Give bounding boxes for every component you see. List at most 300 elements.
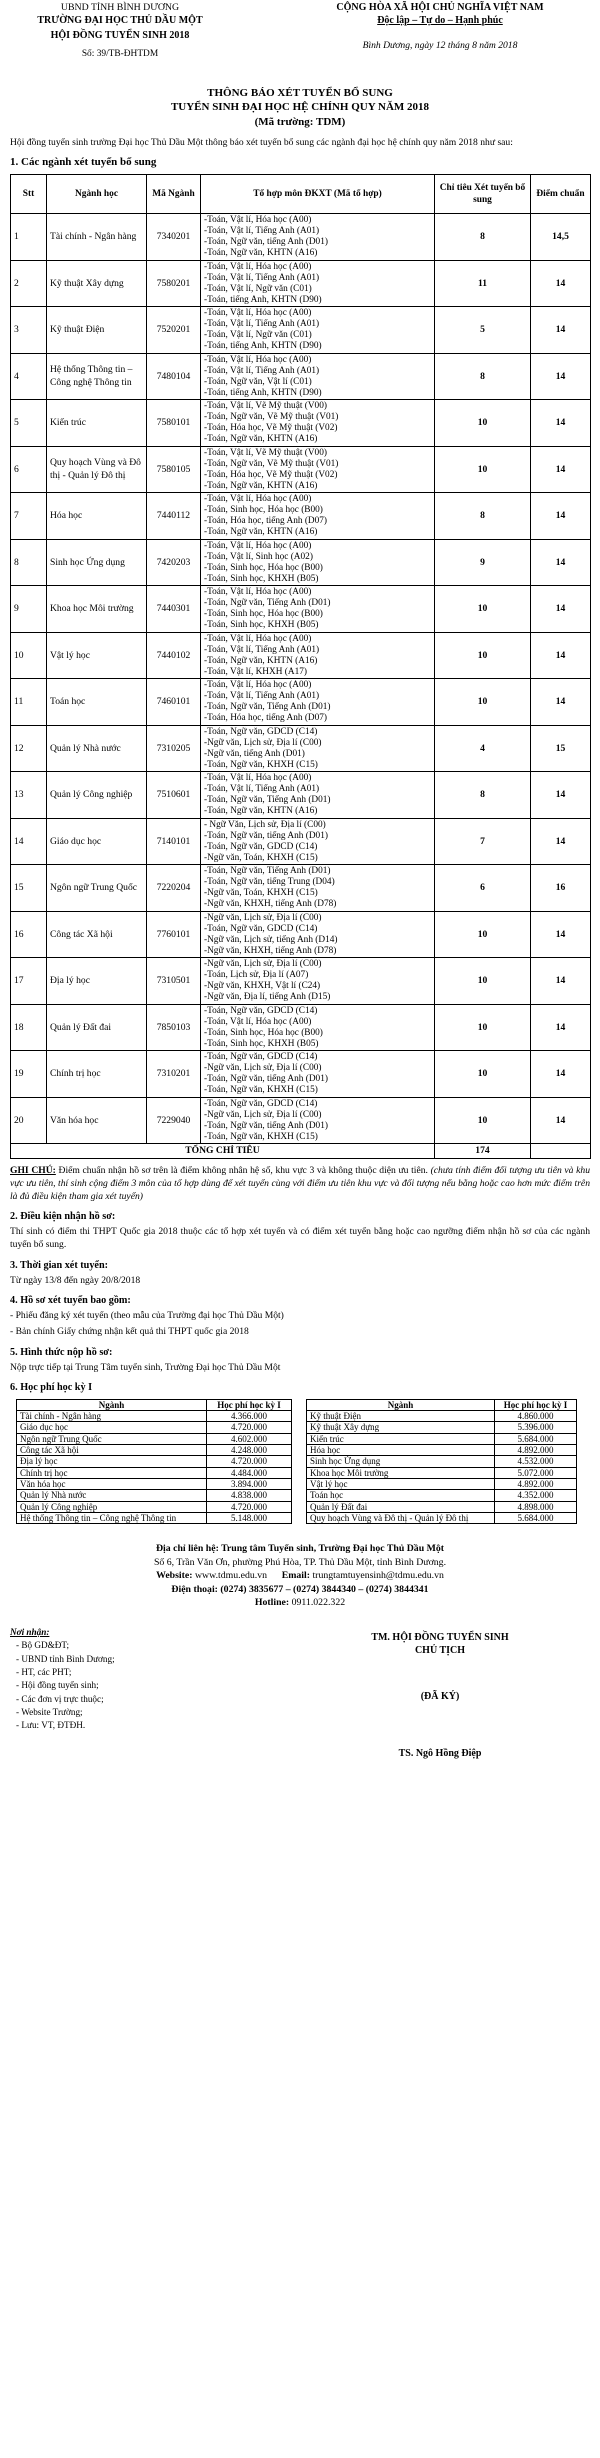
combo-line: -Toán, Ngữ văn, KHTN (A16)	[204, 248, 318, 259]
cell-score: 15	[531, 725, 591, 772]
combo-line: -Toán, Ngữ văn, KHTN (A16)	[204, 434, 318, 445]
combo-line: - Ngữ Văn, Lịch sử, Địa lí (C00)	[204, 819, 326, 830]
combo-line: -Toán, Vật lí, Hóa học (A00)	[204, 215, 312, 226]
cell-quota: 10	[435, 911, 531, 958]
combo-line: -Toán, Ngữ văn, KHTN (A16)	[204, 527, 318, 538]
fee-amount: 4.892.000	[495, 1478, 577, 1489]
combo-line: -Toán, tiếng Anh, KHTN (D90)	[204, 387, 322, 398]
signature-name: TS. Ngô Hồng Điệp	[398, 1748, 482, 1760]
combo-line: -Toán, Ngữ văn, KHXH (C15)	[204, 759, 318, 770]
email-label: Email:	[281, 1570, 311, 1582]
cell-score: 16	[531, 865, 591, 912]
cell-major: Văn hóa học	[47, 1097, 147, 1144]
cell-combos	[201, 632, 435, 679]
cell-stt: 4	[11, 353, 47, 400]
combo-line: -Ngữ văn, Lịch sử, Địa lí (C00)	[204, 959, 322, 970]
table-row	[11, 446, 591, 493]
fee-row	[307, 1433, 577, 1444]
cell-stt: 7	[11, 493, 47, 540]
cell-major: Địa lý học	[47, 958, 147, 1005]
cell-code: 7220204	[147, 865, 201, 912]
title-line-2: TUYỂN SINH ĐẠI HỌC HỆ CHÍNH QUY NĂM 2018	[170, 101, 430, 114]
cell-combos	[201, 1051, 435, 1098]
note-italic: (chưa tính điểm đối tượng ưu tiên và khu vực ưu tiên, thí sinh cộng điểm 3 môn của tổ hợp dùng để xét tuyển cùng với điểm ưu tiên khu vực và đối tượng nếu bằng hoặc cao hơn mức điểm trên là đủ điều kiện tham gia xét tuyển)	[10, 1165, 590, 1202]
combo-line: -Toán, Ngữ văn, KHXH (C15)	[204, 1131, 318, 1142]
recipients-list	[10, 1639, 260, 1732]
fees-right-col-name: Ngành	[307, 1399, 495, 1410]
cell-stt: 10	[11, 632, 47, 679]
cell-combos	[201, 214, 435, 261]
issuer-council: HỘI ĐỒNG TUYỂN SINH 2018	[50, 30, 190, 42]
cell-stt: 20	[11, 1097, 47, 1144]
document-page	[10, 0, 590, 1761]
fee-major: Khoa học Môi trường	[307, 1467, 495, 1478]
doc-number: Số: 39/TB-ĐHTDM	[81, 49, 159, 60]
fee-amount: 4.484.000	[207, 1467, 292, 1478]
cell-score: 14	[531, 400, 591, 447]
fee-amount: 4.898.000	[495, 1501, 577, 1512]
combo-line: -Ngữ văn, Lịch sử, Địa lí (C00)	[204, 737, 322, 748]
cell-score: 14	[531, 818, 591, 865]
date-line: Bình Dương, ngày 12 tháng 8 năm 2018	[362, 39, 518, 51]
fee-amount: 4.720.000	[207, 1501, 292, 1512]
cell-quota: 10	[435, 1004, 531, 1051]
fee-amount: 4.352.000	[495, 1490, 577, 1501]
combo-line: -Toán, Vật lí, Tiếng Anh (A01)	[204, 784, 320, 795]
combo-line: -Toán, Sinh học, KHXH (B05)	[204, 620, 319, 631]
fee-row	[307, 1422, 577, 1433]
cell-score: 14	[531, 446, 591, 493]
combo-line: -Toán, Vật lí, Hóa học (A00)	[204, 308, 312, 319]
cell-combos	[201, 818, 435, 865]
fee-amount: 5.148.000	[207, 1512, 292, 1523]
fee-row	[307, 1478, 577, 1489]
fee-major: Hóa học	[307, 1444, 495, 1455]
cell-score: 14	[531, 911, 591, 958]
combo-line: -Ngữ văn, Toán, KHXH (C15)	[204, 888, 318, 899]
fee-row	[17, 1422, 292, 1433]
section-2-title: 2. Điều kiện nhận hồ sơ:	[10, 1211, 116, 1223]
cell-quota: 9	[435, 539, 531, 586]
fee-row	[307, 1490, 577, 1501]
fee-amount: 4.248.000	[207, 1444, 292, 1455]
table-row	[11, 539, 591, 586]
table-row	[11, 958, 591, 1005]
total-value: 174	[435, 1144, 531, 1159]
recipient-item: - Hội đồng tuyển sinh;	[16, 1680, 99, 1691]
fee-major: Giáo dục học	[17, 1422, 207, 1433]
cell-major: Quy hoạch Vùng và Đô thị - Quản lý Đô thị	[47, 446, 147, 493]
cell-code: 7520201	[147, 307, 201, 354]
fee-amount: 4.602.000	[207, 1433, 292, 1444]
combo-line: -Toán, Vật lí, Hóa học (A00)	[204, 540, 312, 551]
title-line-3: (Mã trường: TDM)	[254, 115, 346, 128]
cell-combos	[201, 446, 435, 493]
fees-left-col-name: Ngành	[17, 1399, 207, 1410]
fee-major: Kỹ thuật Xây dựng	[307, 1422, 495, 1433]
combo-line: -Toán, Ngữ văn, tiếng Anh (D01)	[204, 237, 328, 248]
fee-amount: 5.684.000	[495, 1433, 577, 1444]
total-label: TỔNG CHỈ TIÊU	[11, 1144, 435, 1159]
contact-hotline	[10, 1596, 590, 1610]
national-motto-block	[290, 2, 590, 60]
signature-block	[290, 1626, 590, 1761]
signature-signed: (ĐÃ KÝ)	[420, 1691, 460, 1703]
fee-major: Địa lý học	[17, 1456, 207, 1467]
cell-stt: 1	[11, 214, 47, 261]
document-footer	[10, 1626, 590, 1761]
cell-combos	[201, 493, 435, 540]
cell-combos	[201, 725, 435, 772]
fees-table-right	[306, 1399, 577, 1525]
fee-major: Văn hóa học	[17, 1478, 207, 1489]
combo-line: -Ngữ văn, Toán, KHXH (C15)	[204, 852, 318, 863]
combo-line: -Toán, Ngữ văn, GDCD (C14)	[204, 726, 318, 737]
combo-line: -Toán, Vật lí, Hóa học (A00)	[204, 633, 312, 644]
table-row	[11, 725, 591, 772]
fee-major: Kỹ thuật Điện	[307, 1410, 495, 1421]
table-row	[11, 493, 591, 540]
fee-major: Tài chính - Ngân hàng	[17, 1410, 207, 1421]
combo-line: -Toán, Vật lí, Tiếng Anh (A01)	[204, 226, 320, 237]
fee-row	[17, 1433, 292, 1444]
cell-quota: 10	[435, 586, 531, 633]
cell-score: 14	[531, 307, 591, 354]
fee-row	[17, 1501, 292, 1512]
combo-line: -Toán, Vật lí, Hóa học (A00)	[204, 354, 312, 365]
cell-code: 7440301	[147, 586, 201, 633]
section-5-title: 5. Hình thức nộp hồ sơ:	[10, 1346, 113, 1358]
combo-line: -Toán, Vật lí, Tiếng Anh (A01)	[204, 319, 320, 330]
combo-line: -Ngữ văn, KHXH, tiếng Anh (D78)	[204, 899, 337, 910]
cell-stt: 3	[11, 307, 47, 354]
table-row	[11, 214, 591, 261]
section-4-line-1: - Phiếu đăng ký xét tuyển (theo mẫu của Trường đại học Thủ Dầu Một)	[10, 1310, 284, 1322]
note-text: Điểm chuẩn nhận hồ sơ trên là điểm không nhân hệ số, khu vực 3 và không thuộc diện ưu tiên.	[55, 1165, 431, 1177]
cell-score: 14	[531, 1097, 591, 1144]
recipient-item: - Lưu: VT, ĐTĐH.	[16, 1720, 86, 1731]
cell-major: Ngôn ngữ Trung Quốc	[47, 865, 147, 912]
combo-line: -Toán, Ngữ văn, tiếng Anh (D01)	[204, 1120, 328, 1131]
cell-major: Quản lý Nhà nước	[47, 725, 147, 772]
cell-major: Chính trị học	[47, 1051, 147, 1098]
combo-line: -Toán, Sinh học, KHXH (B05)	[204, 573, 319, 584]
cell-stt: 11	[11, 679, 47, 726]
fee-row	[17, 1456, 292, 1467]
fees-table-left	[16, 1399, 292, 1525]
cell-combos	[201, 865, 435, 912]
cell-code: 7580101	[147, 400, 201, 447]
fee-row	[307, 1456, 577, 1467]
combo-line: -Toán, Ngữ văn, KHXH (C15)	[204, 1085, 318, 1096]
combo-line: -Toán, Vật lí, Tiếng Anh (A01)	[204, 365, 320, 376]
combo-line: -Toán, Sinh học, Hóa học (B00)	[204, 1027, 323, 1038]
cell-quota: 8	[435, 772, 531, 819]
contact-web-email	[10, 1569, 590, 1583]
cell-stt: 2	[11, 260, 47, 307]
majors-table-header	[11, 175, 591, 214]
combo-line: -Toán, Vật lí, Tiếng Anh (A01)	[204, 272, 320, 283]
cell-code: 7580201	[147, 260, 201, 307]
cell-code: 7460101	[147, 679, 201, 726]
cell-major: Quản lý Công nghiệp	[47, 772, 147, 819]
combo-line: -Toán, Vật lí, Vẽ Mỹ thuật (V00)	[204, 401, 327, 412]
note-paragraph	[10, 1165, 590, 1203]
table-row	[11, 307, 591, 354]
fee-row	[17, 1444, 292, 1455]
combo-line: -Toán, Ngữ văn, GDCD (C14)	[204, 1052, 318, 1063]
col-quota: Chỉ tiêu Xét tuyển bổ sung	[435, 175, 531, 214]
combo-line: -Toán, Ngữ văn, Tiếng Anh (D01)	[204, 866, 331, 877]
cell-code: 7140101	[147, 818, 201, 865]
combo-line: -Toán, Sinh học, Hóa học (B00)	[204, 562, 323, 573]
cell-score: 14	[531, 1004, 591, 1051]
col-stt: Stt	[11, 175, 47, 214]
cell-quota: 10	[435, 679, 531, 726]
country-name: CỘNG HÒA XÃ HỘI CHỦ NGHĨA VIỆT NAM	[336, 2, 544, 13]
fee-major: Quản lý Nhà nước	[17, 1490, 207, 1501]
fee-row	[307, 1512, 577, 1523]
fee-major: Toán học	[307, 1490, 495, 1501]
document-header	[10, 2, 590, 60]
fee-row	[307, 1444, 577, 1455]
col-score: Điểm chuẩn	[531, 175, 591, 214]
motto: Độc lập – Tự do – Hạnh phúc	[377, 14, 503, 26]
cell-stt: 14	[11, 818, 47, 865]
cell-code: 7340201	[147, 214, 201, 261]
cell-quota: 8	[435, 493, 531, 540]
combo-line: -Ngữ văn, Lịch sử, tiếng Anh (D14)	[204, 934, 338, 945]
hotline-label: Hotline:	[254, 1597, 290, 1609]
majors-table	[10, 174, 591, 1159]
combo-line: -Ngữ văn, tiếng Anh (D01)	[204, 748, 305, 759]
fee-major: Công tác Xã hội	[17, 1444, 207, 1455]
table-row	[11, 865, 591, 912]
phone-label: Điện thoại:	[171, 1583, 218, 1595]
cell-major: Quản lý Đất đai	[47, 1004, 147, 1051]
cell-quota: 11	[435, 260, 531, 307]
combo-line: -Ngữ văn, KHXH, Vật lí (C24)	[204, 981, 321, 992]
fee-amount: 3.894.000	[207, 1478, 292, 1489]
combo-line: -Toán, Vật lí, Tiếng Anh (A01)	[204, 644, 320, 655]
table-row	[11, 818, 591, 865]
recipients-title: Nơi nhận:	[10, 1626, 50, 1637]
combo-line: -Toán, Hóa học, Vẽ Mỹ thuật (V02)	[204, 423, 338, 434]
fee-amount: 5.396.000	[495, 1422, 577, 1433]
cell-score: 14	[531, 679, 591, 726]
cell-combos	[201, 958, 435, 1005]
cell-major: Khoa học Môi trường	[47, 586, 147, 633]
cell-combos	[201, 1097, 435, 1144]
contact-address: Số 6, Trần Văn Ơn, phường Phú Hòa, TP. Thủ Dầu Một, tỉnh Bình Dương.	[153, 1556, 447, 1568]
cell-stt: 15	[11, 865, 47, 912]
cell-quota: 10	[435, 1097, 531, 1144]
cell-score: 14	[531, 586, 591, 633]
cell-quota: 6	[435, 865, 531, 912]
recipient-item: - Bộ GD&ĐT;	[16, 1640, 70, 1651]
cell-stt: 13	[11, 772, 47, 819]
cell-major: Kiến trúc	[47, 400, 147, 447]
fee-amount: 4.860.000	[495, 1410, 577, 1421]
section-2-text: Thí sinh có điểm thi THPT Quốc gia 2018 thuộc các tổ hợp xét tuyển và có điểm xét tuyển bằng hoặc cao ngưỡng điểm nhận hồ sơ của các ngành tuyển bổ sung.	[10, 1226, 590, 1251]
fee-major: Quản lý Đất đai	[307, 1501, 495, 1512]
phone-value: (0274) 3835677 – (0274) 3844340 – (0274) 3844341	[217, 1583, 429, 1595]
combo-line: -Toán, Sinh học, Hóa học (B00)	[204, 505, 323, 516]
table-row	[11, 260, 591, 307]
issuer-name: TRƯỜNG ĐẠI HỌC THỦ DẦU MỘT	[37, 14, 203, 26]
majors-table-body	[11, 214, 591, 1144]
cell-stt: 9	[11, 586, 47, 633]
cell-stt: 8	[11, 539, 47, 586]
cell-code: 7580105	[147, 446, 201, 493]
fee-major: Chính trị học	[17, 1467, 207, 1478]
table-row	[11, 586, 591, 633]
section-1-title: 1. Các ngành xét tuyển bổ sung	[10, 156, 157, 169]
fee-row	[17, 1467, 292, 1478]
cell-quota: 10	[435, 446, 531, 493]
cell-score: 14,5	[531, 214, 591, 261]
cell-stt: 5	[11, 400, 47, 447]
cell-combos	[201, 307, 435, 354]
cell-quota: 10	[435, 400, 531, 447]
cell-combos	[201, 260, 435, 307]
cell-code: 7310201	[147, 1051, 201, 1098]
combo-line: -Toán, Ngữ văn, Vật lí (C01)	[204, 376, 312, 387]
fee-major: Vật lý học	[307, 1478, 495, 1489]
combo-line: -Toán, Vật lí, Vẽ Mỹ thuật (V00)	[204, 447, 327, 458]
combo-line: -Toán, tiếng Anh, KHTN (D90)	[204, 341, 322, 352]
combo-line: -Ngữ văn, Địa lí, tiếng Anh (D15)	[204, 992, 331, 1003]
combo-line: -Toán, Ngữ văn, tiếng Anh (D01)	[204, 1074, 328, 1085]
signature-org: TM. HỘI ĐỒNG TUYỂN SINH	[371, 1631, 509, 1643]
fees-left-body	[17, 1410, 292, 1523]
section-6-title: 6. Học phí học kỳ I	[10, 1382, 93, 1394]
cell-quota: 4	[435, 725, 531, 772]
cell-code: 7850103	[147, 1004, 201, 1051]
fees-left-col-fee: Học phí học kỳ I	[207, 1399, 292, 1410]
cell-combos	[201, 353, 435, 400]
cell-quota: 10	[435, 1051, 531, 1098]
cell-code: 7310501	[147, 958, 201, 1005]
combo-line: -Toán, Hóa học, tiếng Anh (D07)	[204, 713, 328, 724]
title-line-1: THÔNG BÁO XÉT TUYỂN BỔ SUNG	[207, 87, 393, 100]
col-code: Mã Ngành	[147, 175, 201, 214]
fees-right-col-fee: Học phí học kỳ I	[495, 1399, 577, 1410]
combo-line: -Toán, Ngữ văn, KHTN (A16)	[204, 806, 318, 817]
fee-amount: 5.072.000	[495, 1467, 577, 1478]
combo-line: -Toán, Vật lí, Tiếng Anh (A01)	[204, 691, 320, 702]
cell-code: 7310205	[147, 725, 201, 772]
combo-line: -Ngữ văn, Lịch sử, Địa lí (C00)	[204, 1109, 322, 1120]
cell-major: Hệ thống Thông tin – Công nghệ Thông tin	[47, 353, 147, 400]
issuer-block	[10, 2, 230, 60]
note-label: GHI CHÚ:	[10, 1165, 56, 1177]
combo-line: -Toán, Ngữ văn, GDCD (C14)	[204, 1005, 318, 1016]
fee-major: Quy hoạch Vùng và Đô thị - Quản lý Đô thị	[307, 1512, 495, 1523]
table-row	[11, 1004, 591, 1051]
cell-score: 14	[531, 632, 591, 679]
contact-phone	[10, 1583, 590, 1597]
combo-line: -Toán, Vật lí, Hóa học (A00)	[204, 680, 312, 691]
cell-major: Hóa học	[47, 493, 147, 540]
cell-stt: 18	[11, 1004, 47, 1051]
fee-row	[17, 1410, 292, 1421]
signature-role: CHỦ TỊCH	[414, 1644, 466, 1656]
section-4-line-2: - Bản chính Giấy chứng nhận kết quả thi THPT quốc gia 2018	[10, 1326, 249, 1338]
cell-major: Tài chính - Ngân hàng	[47, 214, 147, 261]
cell-score: 14	[531, 539, 591, 586]
table-row	[11, 400, 591, 447]
combo-line: -Toán, Ngữ văn, Vẽ Mỹ thuật (V01)	[204, 412, 339, 423]
cell-score: 14	[531, 1051, 591, 1098]
fee-amount: 4.532.000	[495, 1456, 577, 1467]
combo-line: -Toán, Sinh học, Hóa học (B00)	[204, 609, 323, 620]
section-4-title: 4. Hồ sơ xét tuyển bao gồm:	[10, 1295, 131, 1307]
combo-line: -Toán, Lịch sử, Địa lí (A07)	[204, 970, 309, 981]
cell-quota: 7	[435, 818, 531, 865]
cell-score: 14	[531, 260, 591, 307]
fee-amount: 4.838.000	[207, 1490, 292, 1501]
cell-combos	[201, 539, 435, 586]
fee-row	[17, 1478, 292, 1489]
fee-amount: 4.720.000	[207, 1422, 292, 1433]
combo-line: -Toán, Ngữ văn, GDCD (C14)	[204, 1098, 318, 1109]
cell-stt: 19	[11, 1051, 47, 1098]
cell-major: Giáo dục học	[47, 818, 147, 865]
combo-line: -Toán, Ngữ văn, Tiếng Anh (D01)	[204, 702, 331, 713]
combo-line: -Toán, Vật lí, Ngữ văn (C01)	[204, 283, 312, 294]
combo-line: -Toán, Vật lí, Hóa học (A00)	[204, 261, 312, 272]
combo-line: -Toán, Vật lí, Hóa học (A00)	[204, 587, 312, 598]
total-empty	[531, 1144, 591, 1159]
cell-combos	[201, 586, 435, 633]
cell-code: 7229040	[147, 1097, 201, 1144]
cell-code: 7420203	[147, 539, 201, 586]
col-major: Ngành học	[47, 175, 147, 214]
table-row	[11, 1097, 591, 1144]
section-3-text: Từ ngày 13/8 đến ngày 20/8/2018	[10, 1274, 141, 1286]
email-link[interactable]: trungtamtuyensinh@tdmu.edu.vn	[310, 1570, 444, 1582]
cell-major: Công tác Xã hội	[47, 911, 147, 958]
contact-block	[10, 1542, 590, 1610]
fee-amount: 5.684.000	[495, 1512, 577, 1523]
combo-line: -Toán, Ngữ văn, tiếng Anh (D01)	[204, 830, 328, 841]
fees-right-body	[307, 1410, 577, 1523]
cell-stt: 6	[11, 446, 47, 493]
combo-line: -Ngữ văn, KHXH, tiếng Anh (D78)	[204, 945, 337, 956]
cell-quota: 8	[435, 353, 531, 400]
cell-score: 14	[531, 493, 591, 540]
cell-code: 7510601	[147, 772, 201, 819]
website-link[interactable]: www.tdmu.edu.vn	[192, 1570, 267, 1582]
cell-combos	[201, 679, 435, 726]
contact-address-title: Địa chỉ liên hệ: Trung tâm Tuyển sinh, Trường Đại học Thủ Dầu Một	[155, 1543, 445, 1555]
intro-paragraph: Hội đồng tuyển sinh trường Đại học Thủ Dầu Một thông báo xét tuyển bổ sung các ngành đại học hệ chính quy năm 2018 như sau:	[10, 137, 513, 149]
fee-row	[307, 1501, 577, 1512]
combo-line: -Toán, Hóa học, tiếng Anh (D07)	[204, 516, 328, 527]
cell-major: Sinh học Ứng dụng	[47, 539, 147, 586]
recipient-item: - Các đơn vị trực thuộc;	[16, 1693, 104, 1704]
fee-row	[17, 1490, 292, 1501]
cell-score: 14	[531, 958, 591, 1005]
combo-line: -Toán, Ngữ văn, GDCD (C14)	[204, 923, 318, 934]
website-label: Website:	[156, 1570, 193, 1582]
document-title	[10, 86, 590, 129]
combo-line: -Toán, Ngữ văn, GDCD (C14)	[204, 841, 318, 852]
cell-major: Kỹ thuật Xây dựng	[47, 260, 147, 307]
cell-combos	[201, 911, 435, 958]
cell-quota: 10	[435, 958, 531, 1005]
